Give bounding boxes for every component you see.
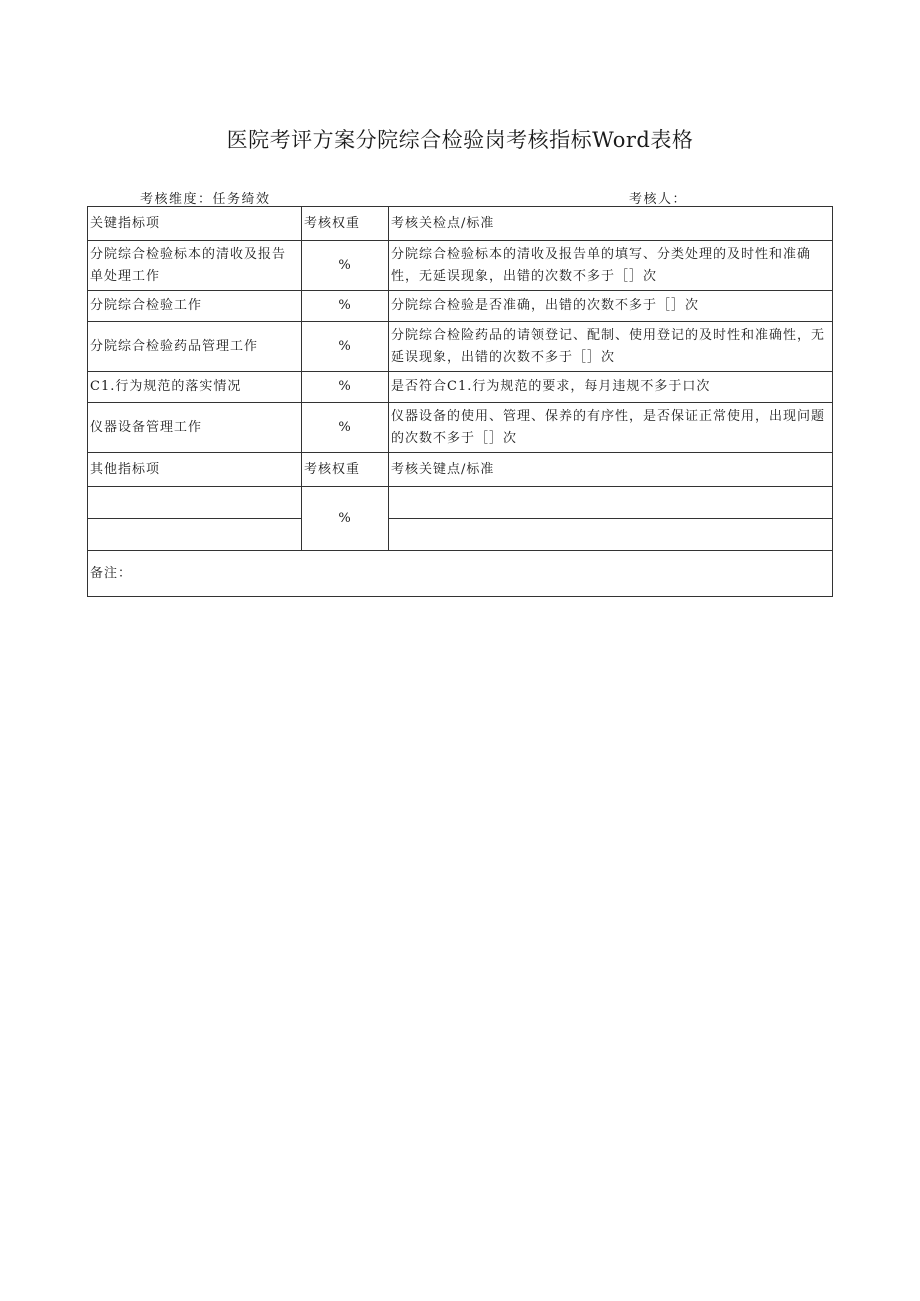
other-indicator-header-row <box>88 453 833 487</box>
assessor-label: 考核人： <box>629 192 688 207</box>
weight-cell: % <box>302 241 389 291</box>
other-weight-cell: % <box>302 487 389 551</box>
remark-label: 备注： <box>88 551 833 597</box>
standard-header: 考核关键点/标准 <box>389 453 833 487</box>
assessment-dimension-label: 考核维度：任务绮效 <box>140 192 271 207</box>
weight-cell: % <box>302 291 389 322</box>
other-indicator-cell <box>88 519 302 551</box>
indicator-cell: 分院综合检验药品管理工作 <box>88 322 302 372</box>
standard-cell: 分院综合检险药品的请领登记、配制、使用登记的及时性和准确性，无延误现象，出错的次数不多于［］次 <box>389 322 833 372</box>
weight-cell: % <box>302 403 389 453</box>
table-row <box>88 241 833 291</box>
standard-cell: 分院综合检验标本的清收及报告单的填写、分类处理的及时性和准确性，无延误现象，出错的次数不多于［］次 <box>389 241 833 291</box>
weight-cell: % <box>302 372 389 403</box>
key-indicator-header-row <box>88 207 833 241</box>
other-standard-cell <box>389 519 833 551</box>
table-row <box>88 487 833 519</box>
weight-header: 考核权重 <box>302 453 389 487</box>
indicator-cell: 分院综合检验工作 <box>88 291 302 322</box>
standard-cell: 是否符合C1.行为规范的要求，每月违规不多于口次 <box>389 372 833 403</box>
indicator-cell: 分院综合检验标本的清收及报告单处理工作 <box>88 241 302 291</box>
table-row <box>88 519 833 551</box>
standard-header: 考核关检点/标准 <box>389 207 833 241</box>
document-title: 医院考评方案分院综合检验岗考核指标Word表格 <box>226 128 694 152</box>
weight-cell: % <box>302 322 389 372</box>
standard-cell: 仪器设备的使用、管理、保养的有序性，是否保证正常使用，出现问题的次数不多于［］次 <box>389 403 833 453</box>
other-indicator-cell <box>88 487 302 519</box>
table-row <box>88 372 833 403</box>
standard-cell: 分院综合检验是否准确，出错的次数不多于［］次 <box>389 291 833 322</box>
table-row <box>88 403 833 453</box>
indicator-cell: 仪器设备管理工作 <box>88 403 302 453</box>
table-row <box>88 291 833 322</box>
other-standard-cell <box>389 487 833 519</box>
key-indicator-header: 关键指标项 <box>88 207 302 241</box>
other-indicator-header: 其他指标项 <box>88 453 302 487</box>
indicator-cell: C1.行为规范的落实情况 <box>88 372 302 403</box>
weight-header: 考核权重 <box>302 207 389 241</box>
remark-row <box>88 551 833 597</box>
assessment-table <box>87 206 833 597</box>
table-row <box>88 322 833 372</box>
